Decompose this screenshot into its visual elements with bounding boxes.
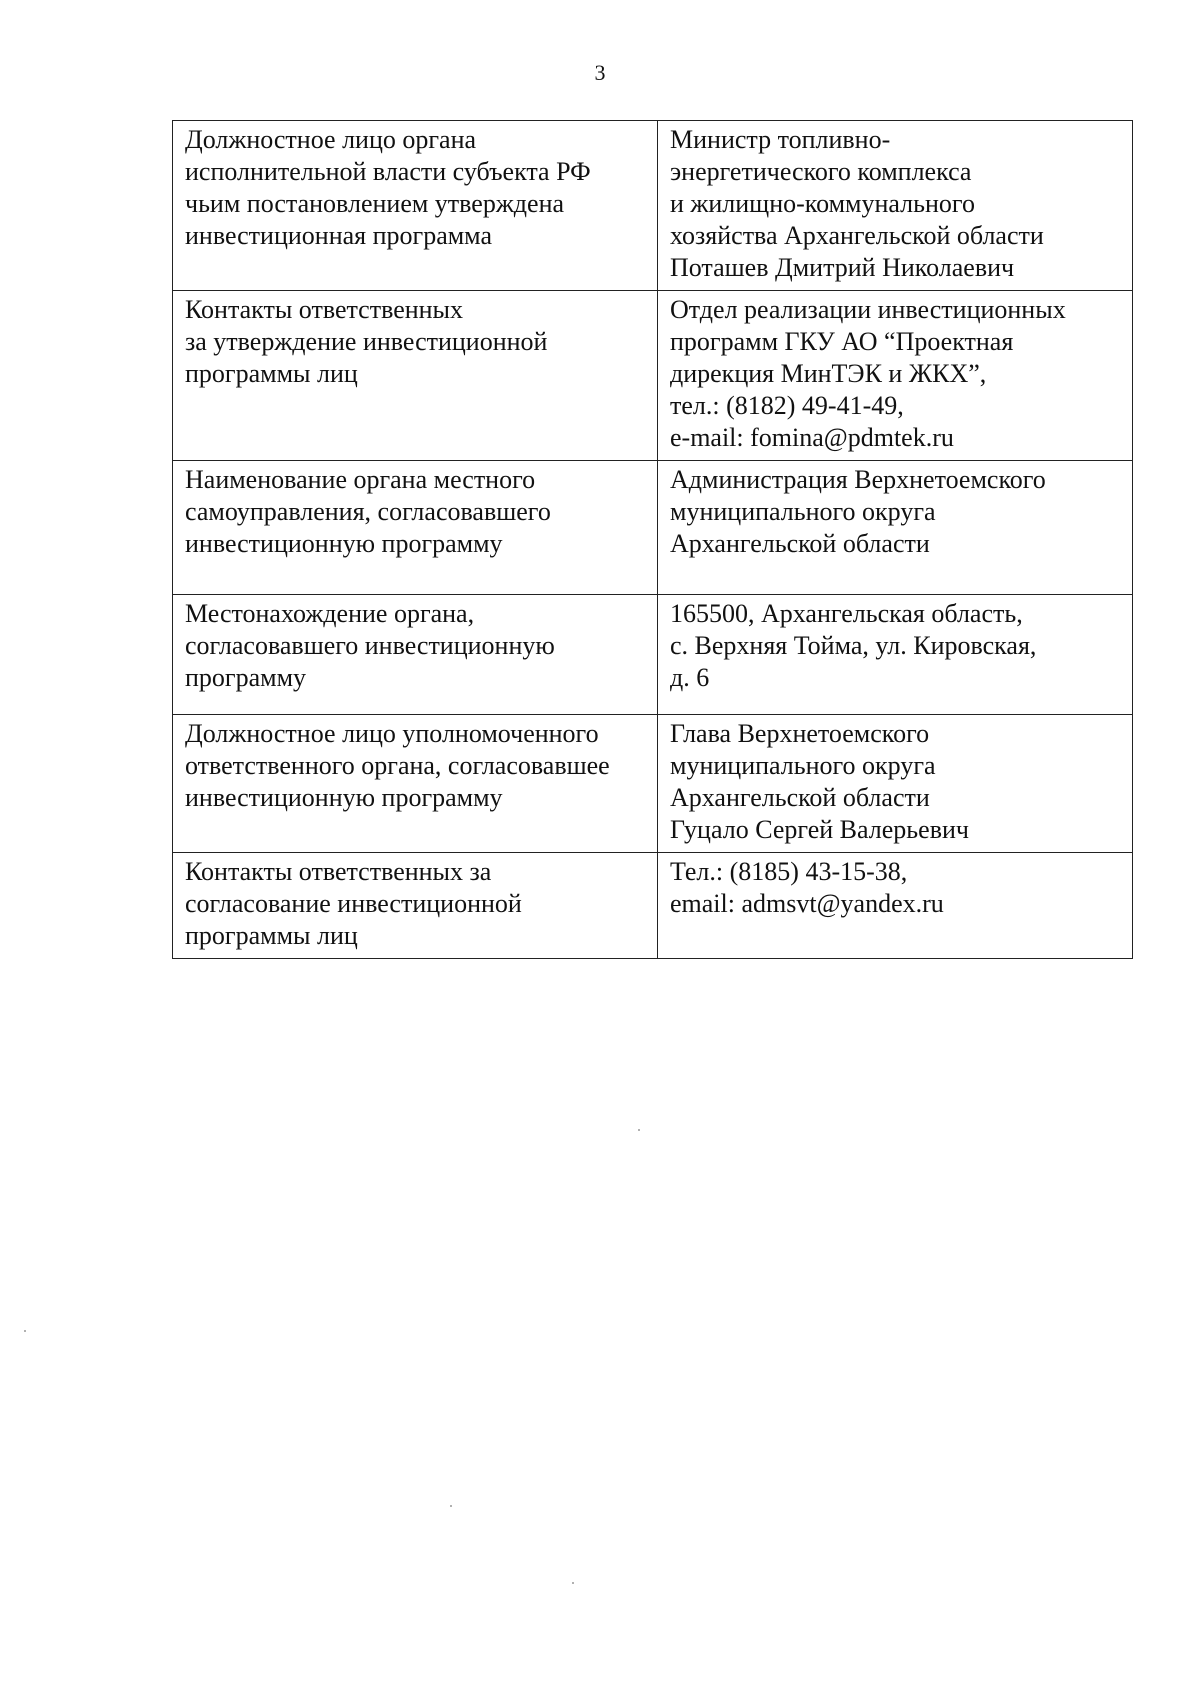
page-number: 3 <box>594 60 606 85</box>
table-row <box>173 595 1133 715</box>
table-row <box>173 853 1133 959</box>
info-table <box>172 120 1133 959</box>
row-value: Глава Верхнетоемского муниципального округа Архангельской области Гуцало Сергей Валерьевич <box>658 715 1133 853</box>
row-label: Контакты ответственных за утверждение инвестиционной программы лиц <box>173 291 658 461</box>
row-label: Наименование органа местного самоуправления, согласовавшего инвестиционную программу <box>173 461 658 595</box>
row-value: Отдел реализации инвестиционных программ ГКУ АО “Проектная дирекция МинТЭК и ЖКХ”, тел.: (8182) 49-41-49, e-mail: fomina@pdmtek.ru <box>658 291 1133 461</box>
scan-speck <box>24 1330 26 1332</box>
table-row <box>173 715 1133 853</box>
scan-speck <box>450 1505 452 1507</box>
scan-speck <box>572 1582 574 1584</box>
row-value: Министр топливно- энергетического комплекса и жилищно-коммунального хозяйства Архангельской области Поташев Дмитрий Николаевич <box>658 121 1133 291</box>
row-label: Контакты ответственных за согласование инвестиционной программы лиц <box>173 853 658 959</box>
table-row <box>173 291 1133 461</box>
row-value: Администрация Верхнетоемского муниципального округа Архангельской области <box>658 461 1133 595</box>
table-row <box>173 121 1133 291</box>
row-label: Должностное лицо органа исполнительной власти субъекта РФ чьим постановлением утверждена инвестиционная программа <box>173 121 658 291</box>
table-row <box>173 461 1133 595</box>
row-label: Местонахождение органа, согласовавшего инвестиционную программу <box>173 595 658 715</box>
row-value: Тел.: (8185) 43-15-38, email: admsvt@yandex.ru <box>658 853 1133 959</box>
row-label: Должностное лицо уполномоченного ответственного органа, согласовавшее инвестиционную программу <box>173 715 658 853</box>
scan-speck <box>638 1129 640 1131</box>
row-value: 165500, Архангельская область, с. Верхняя Тойма, ул. Кировская, д. 6 <box>658 595 1133 715</box>
